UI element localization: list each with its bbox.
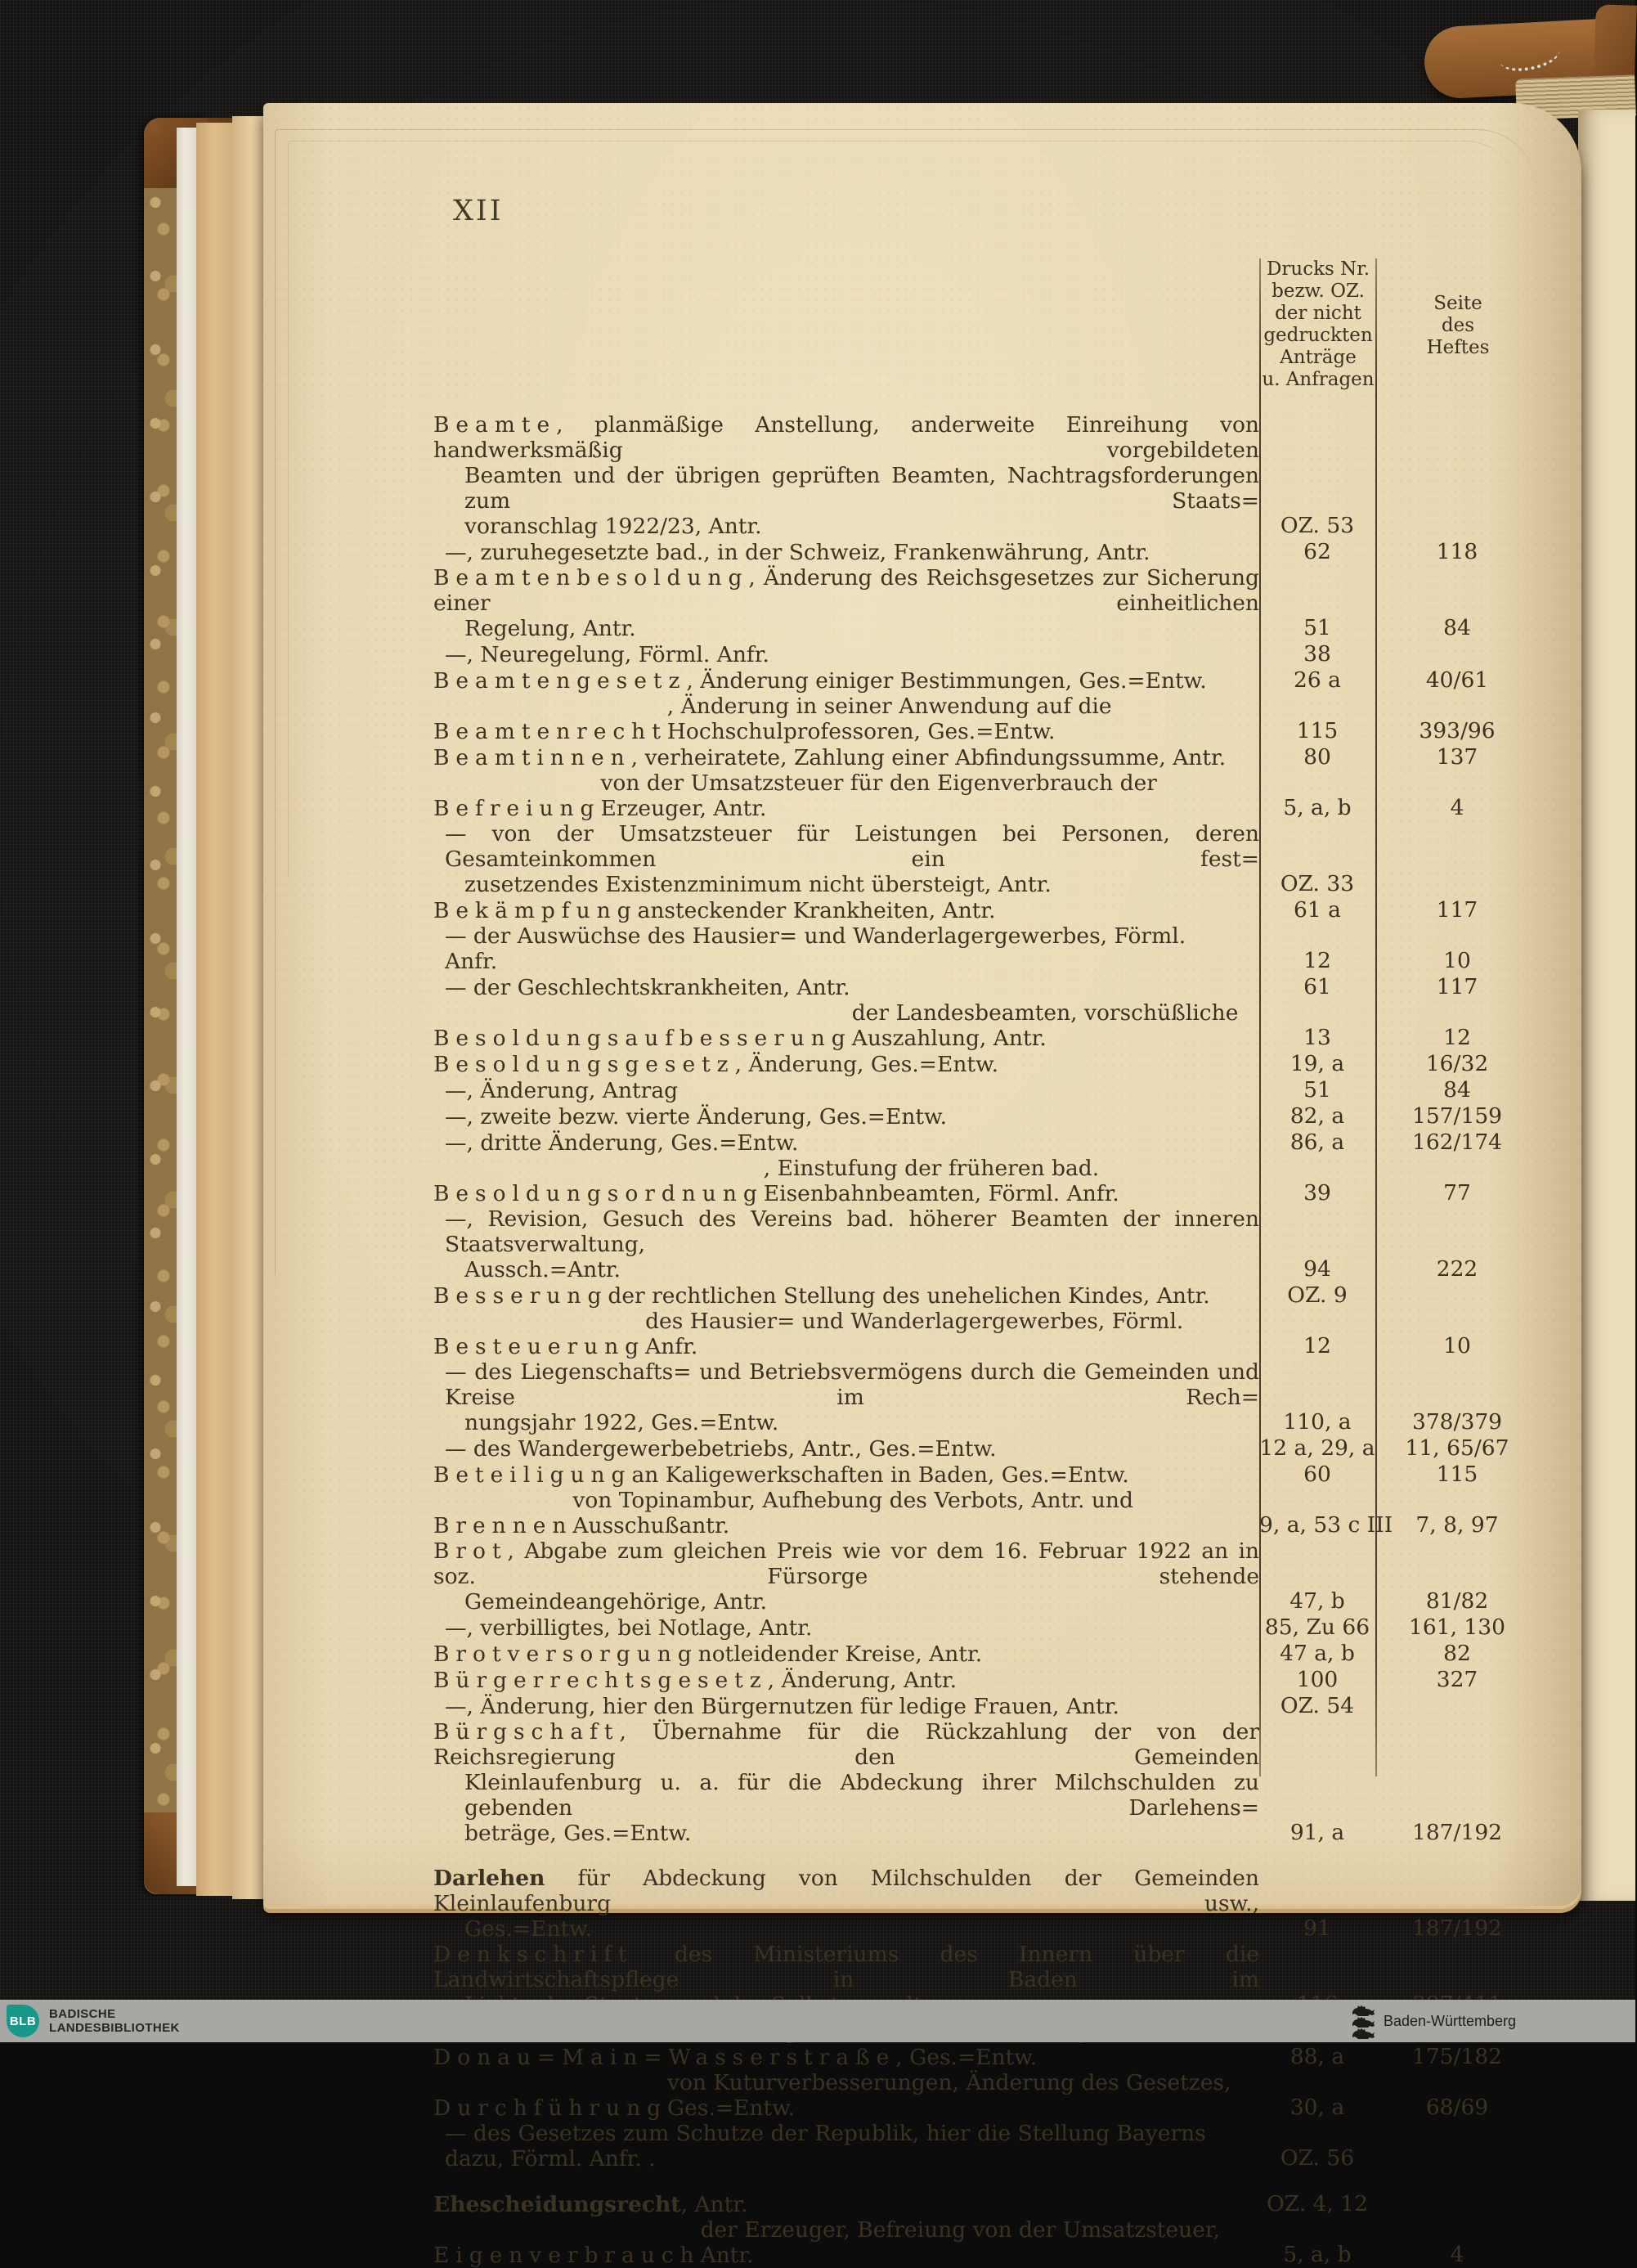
entry-last-line [433,872,1259,897]
heft-page-number: 327 [1436,1667,1478,1692]
drucksache-number: OZ. 53 [1280,513,1355,538]
entry-last-text: —, Änderung, hier den Bürgernutzen für ledige Frauen, Antr. [445,1694,1119,1719]
entry-lead-word: Brennen [433,1513,573,1538]
entry-last-line [433,1615,1259,1641]
heft-page-number: 118 [1436,539,1478,564]
index-row [433,1615,1539,1641]
index-row [433,1435,1539,1462]
entry-text [433,1206,1259,1282]
entry-last-line [433,923,1259,974]
drucksache-number: 51 [1303,1077,1331,1103]
column-header-line: bezw. OZ. [1271,281,1365,302]
entry-lead-word: Darlehen [433,1866,545,1891]
drucksache-number: 9, a, 53 c III [1259,1512,1393,1538]
drucksache-number: OZ. 56 [1280,2145,1355,2171]
index-row [433,1130,1539,1156]
spine-stitching [1497,36,1562,76]
entry-text [433,1309,1259,1359]
column-header-line: gedruckten [1263,325,1373,346]
entry-text [433,1283,1259,1309]
drucksache-number: 19, a [1289,1051,1345,1076]
index-row [433,2070,1539,2121]
blb-logo-text: BLB [9,2014,37,2028]
entry-last-text: , Änderung einiger Bestimmungen, Ges.=Entw. [686,668,1207,694]
index-row [433,1719,1539,1846]
drucksache-number: 61 a [1294,897,1341,923]
entry-last-line [433,1916,1259,1942]
entry-last-line [433,1000,1259,1051]
entry-last-text: , verheiratete, Zahlung einer Abfindungssumme, Antr. [630,745,1227,770]
drucksache-number: 94 [1303,1256,1331,1282]
entry-last-text: an Kaligewerkschaften in Baden, Ges.=Entw. [631,1462,1129,1488]
entry-last-line [433,1694,1259,1719]
entry-line: Beamte, planmäßige Anstellung, anderweite Einreihung von handwerksmäßig vorgebildeten [433,412,1259,463]
index-row [433,1077,1539,1103]
index-row [433,1000,1539,1051]
drucksache-number: 26 a [1294,667,1341,693]
heft-page-number: 157/159 [1411,1103,1503,1129]
entry-last-text: , Änderung, Antr. [767,1668,958,1693]
entry-last-line [433,2121,1259,2171]
entry-lead-word: Besoldungsordnung [433,1181,764,1206]
entry-text [433,540,1259,565]
column-header-line: der nicht [1275,303,1361,324]
heft-page-number: 115 [1436,1462,1478,1487]
entry-lead-word: Besteuerung [433,1334,646,1359]
drucksache-number: OZ. 4, 12 [1267,2191,1368,2216]
index-row [433,1103,1539,1130]
entry-last-line [433,975,1259,1000]
index-row [433,770,1539,821]
entry-last-line [433,1078,1259,1103]
entry-last-line [433,1130,1259,1156]
heft-page-number [1375,1308,1539,1309]
heft-page-number: 68/69 [1425,2095,1489,2120]
column-header-line: Drucks Nr. [1266,258,1370,280]
entry-last-text: , Antr. [680,2192,748,2217]
column-header-line: u. Anfragen [1262,369,1375,390]
entry-text [433,1866,1259,1942]
drucksache-number: 115 [1296,718,1339,743]
entry-lead-word: Donau=Main=Wasserstraße [433,2045,896,2070]
index-row [433,2191,1539,2217]
entry-last-text: , Änderung in seiner Anwendung auf die Hochschulprofessoren, Ges.=Entw. [666,694,1112,744]
heft-page-number [1375,1718,1539,1719]
entry-last-text: —, zuruhegesetzte bad., in der Schweiz, Frankenwährung, Antr. [445,540,1150,565]
entry-last-text: —, verbilligtes, bei Notlage, Antr. [445,1615,813,1641]
entry-last-line [433,745,1259,770]
entry-text [433,1156,1259,1206]
entry-lead-word: Brotversorgung [433,1641,698,1667]
entry-last-line [433,1156,1259,1206]
entry-last-line [433,898,1259,923]
index-row [433,2121,1539,2171]
entry-last-text: Ges.=Entw. [464,1916,593,1942]
entry-text [433,1104,1259,1130]
entry-lead-word: Besoldungsaufbesserung [433,1026,852,1051]
entry-text [433,1641,1259,1667]
entry-last-text: —, Änderung, Antrag [445,1078,679,1103]
heft-page-number: 77 [1443,1180,1471,1206]
entry-last-line [433,1462,1259,1488]
entry-last-text: Gemeindeangehörige, Antr. [464,1589,768,1615]
state-branding [1351,2000,1516,2042]
index-row [433,974,1539,1000]
drucksache-number: 47 a, b [1280,1641,1355,1666]
entry-last-text: der Landesbeamten, vorschüßliche Auszahlung, Antr. [851,1000,1239,1051]
entry-last-text: voranschlag 1922/23, Antr. [464,514,762,539]
underlying-page-right [1578,110,1635,1901]
heft-page-number: 84 [1443,1077,1471,1103]
col-header-drucks [1261,258,1375,391]
entry-last-line [433,540,1259,565]
heft-page-number: 82 [1443,1641,1471,1666]
index-row [433,667,1539,694]
index-row [433,1866,1539,1942]
drucksache-number: 39 [1303,1180,1331,1206]
entry-last-text: , Einstufung der früheren bad. Eisenbahnbeamten, Förml. Anfr. [763,1156,1119,1206]
entry-last-line [433,1104,1259,1130]
entry-lead-word: Bürgerrechtsgesetz [433,1668,768,1693]
entry-text [433,2217,1259,2268]
drucksache-number: 82, a [1289,1103,1345,1129]
index-row [433,1462,1539,1488]
entry-lead-word: Besserung [433,1283,608,1309]
entry-last-text: —, dritte Änderung, Ges.=Entw. [445,1130,799,1156]
column-header-line: Heftes [1426,337,1490,358]
baden-wuerttemberg-coat-of-arms-icon [1351,2004,1375,2038]
entry-last-text: von Topinambur, Aufhebung des Verbots, Antr. und Ausschußantr. [572,1488,1133,1538]
entry-last-line [433,1589,1259,1615]
entry-text [433,975,1259,1000]
entry-text [433,770,1259,821]
entry-last-text: ansteckender Krankheiten, Antr. [637,898,996,923]
heft-page-number: 40/61 [1425,667,1489,693]
entry-text [433,2070,1259,2121]
entry-last-text: der rechtlichen Stellung des unehelichen Kindes, Antr. [608,1283,1210,1309]
heft-page-number: 187/192 [1411,1915,1503,1941]
entry-text [433,2045,1259,2070]
heft-page-number: 162/174 [1411,1130,1503,1155]
drucksache-number: 61 [1303,974,1331,999]
entry-lead-word: Beamtinnen [433,745,631,770]
entry-text [433,565,1259,641]
viewer-footer-bar [0,2000,1635,2042]
heft-page-number: 161, 130 [1408,1615,1505,1640]
heft-page-number: 16/32 [1425,1051,1489,1076]
index-row [433,565,1539,641]
entry-last-line [433,1821,1259,1846]
entry-text [433,821,1259,897]
entry-text [433,1436,1259,1462]
index-row [433,1641,1539,1667]
entry-lead-word: Eigenverbrauch [433,2243,701,2268]
entry-last-text: Aussch.=Antr. [464,1257,621,1282]
index-row [433,1309,1539,1359]
entry-last-text: von Kuturverbesserungen, Änderung des Gesetzes, Ges.=Entw. [667,2070,1231,2121]
entry-last-line [433,1309,1259,1359]
entry-lead-word: Beteiligung [433,1462,632,1488]
entry-last-text: —, zweite bezw. vierte Änderung, Ges.=Entw. [445,1104,948,1130]
entry-text [433,2121,1259,2171]
drucksache-number: 5, a, b [1283,2242,1352,2267]
heft-page-number: 117 [1436,974,1478,999]
drucksache-number: 85, Zu 66 [1264,1615,1370,1640]
entry-last-text: zusetzendes Existenzminimum nicht übersteigt, Antr. [464,872,1052,897]
heft-page-number: 12 [1443,1025,1471,1050]
entry-last-line [433,1257,1259,1282]
drucksache-number: 110, a [1283,1409,1352,1435]
drucksache-number: OZ. 9 [1287,1282,1348,1308]
entry-lead-word: Brot [433,1538,508,1564]
heft-page-number: 222 [1436,1256,1478,1282]
entry-text [433,1538,1259,1615]
drucksache-number: 38 [1303,641,1331,667]
heft-page-number: 4 [1450,2242,1464,2267]
entry-last-text: , Ges.=Entw. [895,2045,1038,2070]
entry-text [433,1078,1259,1103]
entry-last-line [433,694,1259,744]
drucksache-number: 100 [1296,1667,1339,1692]
index-row [433,539,1539,565]
entry-last-line [433,2192,1259,2217]
entry-text [433,1130,1259,1156]
library-name [49,2007,180,2035]
entry-last-text: von der Umsatzsteuer für den Eigenverbrauch der Erzeuger, Antr. [600,770,1157,821]
entry-last-line [433,1436,1259,1462]
heft-page-number: 393/96 [1419,718,1496,743]
drucksache-number: 30, a [1289,2095,1345,2120]
entry-last-line [433,642,1259,667]
entry-text [433,1668,1259,1693]
column-header-line: Seite [1433,293,1482,314]
index-row [433,412,1539,539]
index-row [433,641,1539,667]
entry-last-line [433,1668,1259,1693]
state-name: Baden-Württemberg [1384,2012,1517,2029]
page-edge-stack-2 [232,116,265,1899]
entry-last-text: der Erzeuger, Befreiung von der Umsatzsteuer, Antr. [700,2217,1221,2268]
entry-lead-word: Durchführung [433,2095,667,2121]
entry-line: Beamten und der übrigen geprüften Beamten, Nachtragsforderungen zum Staats= [464,463,1259,514]
index-row [433,1538,1539,1615]
entry-text [433,1359,1259,1435]
entry-last-text: —, Neuregelung, Förml. Anfr. [445,642,769,667]
heft-page-number: 187/192 [1411,1820,1503,1845]
drucksache-number: 51 [1303,615,1331,640]
entry-text [433,2192,1259,2217]
index-row [433,1282,1539,1309]
entry-line: Beamtenbesoldung, Änderung des Reichsgesetzes zur Sicherung einer einheitlichen [433,565,1259,616]
drucksache-number: 13 [1303,1025,1331,1050]
entry-lead-word: Bürgschaft [433,1719,620,1745]
drucksache-number: 86, a [1289,1130,1345,1155]
entry-lead-word: Bekämpfung [433,898,638,923]
entry-last-text: — des Gesetzes zum Schutze der Republik, hier die Stellung Bayerns dazu, Förml. Anfr. . [445,2121,1206,2171]
entry-last-text: beträge, Ges.=Entw. [464,1821,692,1846]
heft-page-number: 10 [1443,1333,1471,1359]
index-row [433,1488,1539,1538]
entry-text [433,668,1259,694]
index-body [433,412,1539,2268]
drucksache-number: 60 [1303,1462,1331,1487]
entry-last-line [433,2045,1259,2070]
index-row [433,1206,1539,1282]
drucksache-number: OZ. 33 [1280,871,1355,896]
entry-text [433,1462,1259,1488]
heft-page-number: 4 [1450,795,1464,820]
entry-lead-word: Besoldungsgesetz [433,1052,735,1077]
entry-line: —, Revision, Gesuch des Vereins bad. höherer Beamten der inneren Staatsverwaltung, [445,1206,1259,1257]
drucksache-number: 91 [1303,1915,1331,1941]
entry-line: — des Liegenschafts= und Betriebsvermögens durch die Gemeinden und Kreise im Rech= [445,1359,1259,1410]
heft-page-number: 117 [1436,897,1478,923]
index-row [433,1359,1539,1435]
heft-page-number: 378/379 [1411,1409,1503,1435]
column-header-line: des [1441,315,1475,336]
entry-last-line [433,1052,1259,1077]
index-row [433,694,1539,744]
page-number: XII [453,195,504,227]
entry-lead-word: Beamte [433,412,557,438]
entry-line: Kleinlaufenburg u. a. für die Abdeckung ihrer Milchschulden zu gebenden Darlehens= [464,1770,1259,1821]
entry-line: Denkschrift des Ministeriums des Innern über die Landwirtschaftspflege in Baden im [433,1942,1259,1992]
index-row [433,821,1539,897]
entry-last-line [433,1283,1259,1309]
entry-last-line [433,2217,1259,2268]
heft-page-number: 11, 65/67 [1405,1435,1509,1461]
page-edge-stack-1 [196,123,232,1896]
entry-last-text: Regelung, Antr. [464,616,636,641]
col-header-seite [1377,258,1539,359]
entry-text [433,1615,1259,1641]
drucksache-number: 91, a [1289,1820,1345,1845]
index-row [433,2217,1539,2268]
entry-last-text: nungsjahr 1922, Ges.=Entw. [464,1410,779,1435]
heft-page-number: 81/82 [1425,1588,1489,1614]
entry-last-text: — des Wandergewerbebetriebs, Antr., Ges.=Entw. [445,1436,997,1462]
index-row [433,897,1539,923]
index-row [433,1156,1539,1206]
entry-last-line [433,2070,1259,2121]
entry-lead-word: Befreiung [433,796,601,821]
entry-text [433,694,1259,744]
drucksache-number: 12 [1303,1333,1331,1359]
entry-last-text: , Änderung, Ges.=Entw. [734,1052,999,1077]
heft-page-number [1375,2216,1539,2217]
drucksache-number: 62 [1303,539,1331,564]
entry-last-text: des Hausier= und Wanderlagergewerbes, Förml. Anfr. [645,1309,1184,1359]
page-edge-white-strip [177,128,196,1886]
entry-text [433,1694,1259,1719]
entry-lead-word: Beamtenrecht [433,719,667,744]
entry-last-line [433,1488,1259,1538]
entry-last-text: — der Geschlechtskrankheiten, Antr. [445,975,850,1000]
entry-text [433,1719,1259,1846]
index-row [433,1693,1539,1719]
heft-page-number: 10 [1443,948,1471,973]
entry-last-line [433,616,1259,641]
drucksache-number: 12 [1303,948,1331,973]
blb-logo-icon [7,2005,39,2037]
heft-page-number: 7, 8, 97 [1415,1512,1499,1538]
heft-page-number: 84 [1443,615,1471,640]
entry-text [433,1052,1259,1077]
index-row [433,1051,1539,1077]
entry-lead-word: Beamtengesetz [433,668,687,694]
entry-last-line [433,668,1259,694]
index-row [433,2044,1539,2070]
entry-last-text: notleidender Kreise, Antr. [697,1641,983,1667]
entry-text [433,1488,1259,1538]
entry-last-line [433,1410,1259,1435]
entry-text [433,923,1259,974]
heft-page-number: 137 [1436,744,1478,770]
drucksache-number: OZ. 54 [1280,1693,1355,1718]
entry-line: Darlehen für Abdeckung von Milchschulden der Gemeinden Kleinlaufenburg usw., [433,1866,1259,1916]
entry-line: Brot, Abgabe zum gleichen Preis wie vor dem 16. Februar 1922 an in soz. Fürsorge stehende [433,1538,1259,1589]
library-name-line1: BADISCHE [49,2007,116,2021]
entry-last-line [433,514,1259,539]
entry-last-line [433,1641,1259,1667]
index-row [433,1667,1539,1693]
index-row [433,744,1539,770]
library-name-line2: LANDESBIBLIOTHEK [49,2021,180,2035]
entry-text [433,642,1259,667]
drucksache-number: 80 [1303,744,1331,770]
entry-text [433,1000,1259,1051]
drucksache-number: 12 a, 29, a [1259,1435,1375,1461]
entry-last-text: — der Auswüchse des Hausier= und Wanderlagergewerbes, Förml. Anfr. [445,923,1186,974]
entry-text [433,745,1259,770]
column-header-line: Anträge [1280,347,1357,368]
entry-line: — von der Umsatzsteuer für Leistungen bei Personen, deren Gesamteinkommen ein fest= [445,821,1259,872]
entry-line: Bürgschaft, Übernahme für die Rückzahlung der von der Reichsregierung den Gemeinden [433,1719,1259,1770]
entry-text [433,898,1259,923]
entry-text [433,412,1259,539]
index-row [433,923,1539,974]
entry-last-line [433,770,1259,821]
heft-page-number: 175/182 [1411,2044,1503,2069]
entry-lead-word: Beamtenbesoldung [433,565,749,591]
drucksache-number: 88, a [1289,2044,1345,2069]
entry-lead-word: Ehescheidungsrecht [433,2192,681,2217]
entry-lead-word: Denkschrift [433,1942,634,1967]
drucksache-number: 47, b [1289,1588,1345,1614]
drucksache-number: 5, a, b [1283,795,1352,820]
